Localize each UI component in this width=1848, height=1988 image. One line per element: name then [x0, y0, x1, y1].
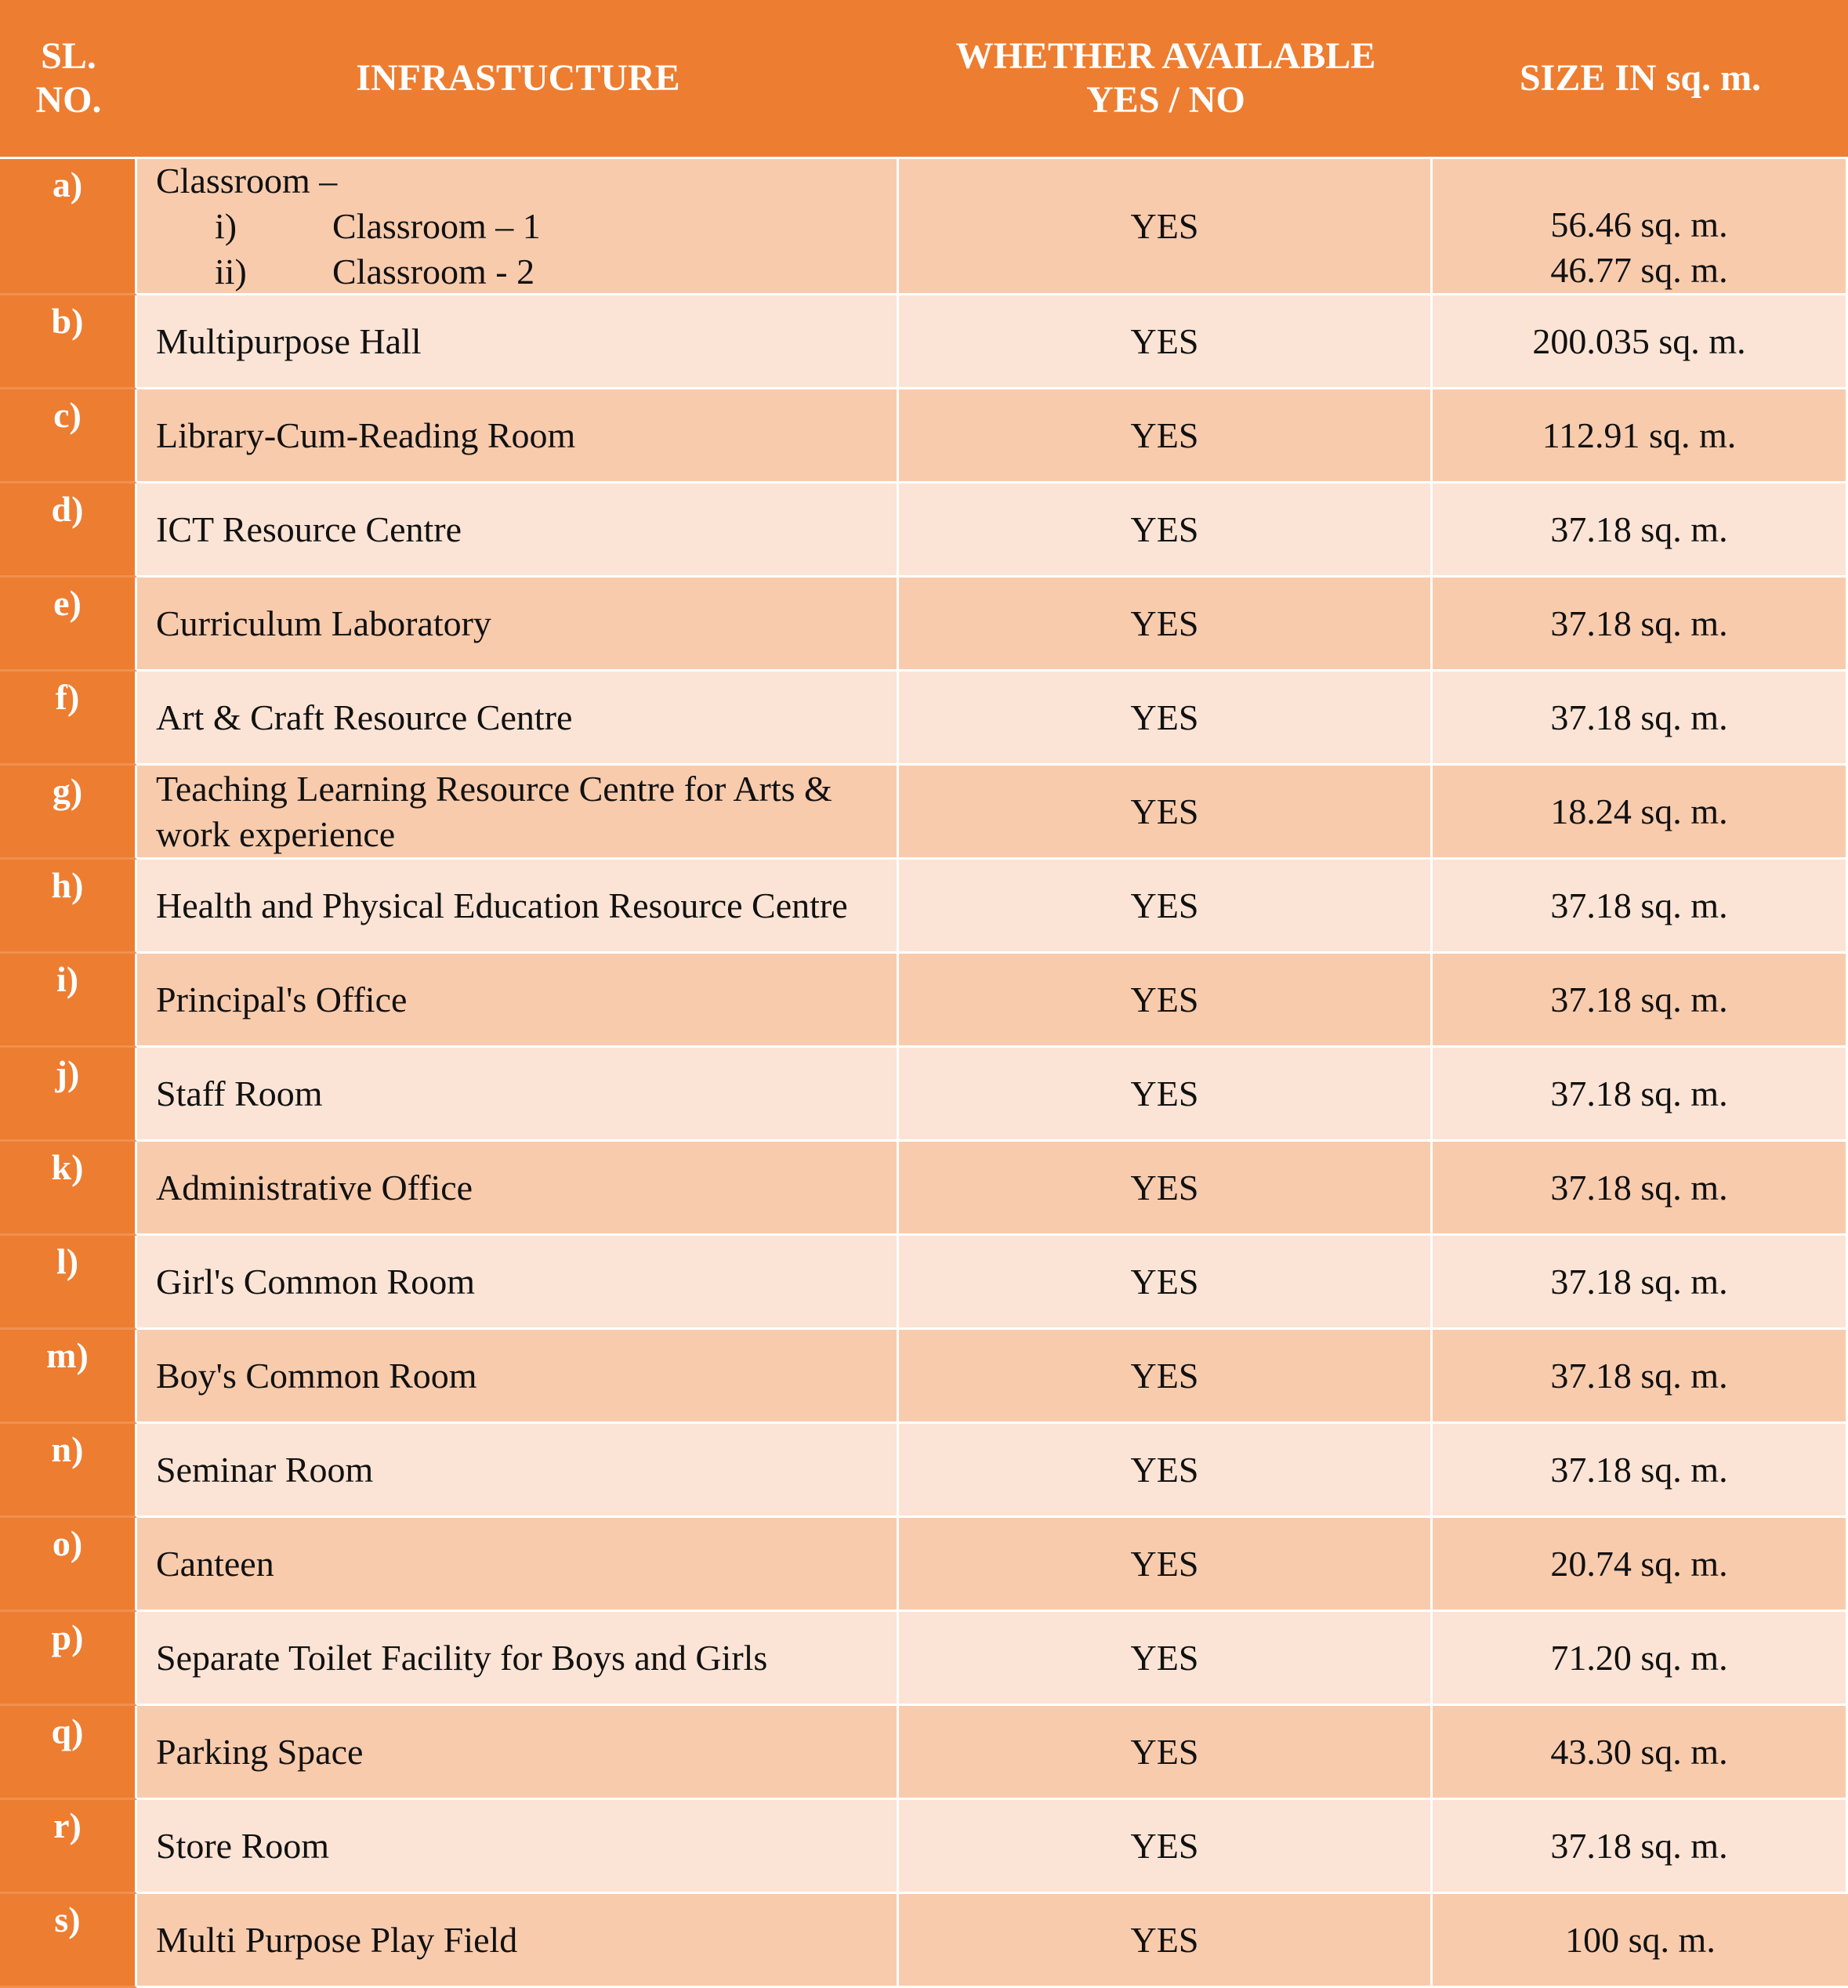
row-sl-label: b): [51, 301, 84, 341]
header-size-label: SIZE IN sq. m.: [1519, 57, 1762, 99]
row-size: [1433, 954, 1848, 1048]
row-infrastructure: [137, 1894, 899, 1988]
available-value: YES: [1130, 1637, 1199, 1678]
row-infrastructure-label: Girl's Common Room: [156, 1261, 475, 1302]
row-infrastructure: [137, 766, 899, 860]
row-sl: [0, 860, 137, 954]
row-size: [1433, 1424, 1848, 1518]
classroom-size-1: 56.46 sq. m.: [1550, 204, 1728, 244]
row-size: [1433, 389, 1848, 483]
row-infrastructure-label: Library-Cum-Reading Room: [156, 415, 576, 455]
row-sl-label: c): [53, 395, 82, 435]
row-infrastructure: [137, 1236, 899, 1330]
size-value: 37.18 sq. m.: [1550, 603, 1728, 643]
row-available: [899, 1142, 1433, 1236]
row-infrastructure-label: Separate Toilet Facility for Boys and Girls: [156, 1637, 768, 1678]
available-value: YES: [1130, 1073, 1199, 1113]
size-value: 37.18 sq. m.: [1550, 1355, 1728, 1396]
row-sl-label: g): [52, 771, 83, 811]
header-infrastructure: [137, 0, 899, 159]
row-infrastructure: [137, 1330, 899, 1424]
row-size: [1433, 1706, 1848, 1800]
row-available: [899, 1330, 1433, 1424]
classroom-sub-item: [156, 249, 534, 295]
size-value: 20.74 sq. m.: [1550, 1543, 1728, 1584]
available-value: YES: [1130, 1543, 1199, 1584]
size-value: 112.91 sq. m.: [1542, 415, 1737, 455]
size-value: 43.30 sq. m.: [1550, 1731, 1728, 1772]
row-infrastructure-label: Teaching Learning Resource Centre for Arts & work experience: [156, 768, 832, 854]
row-infrastructure: [137, 1142, 899, 1236]
row-infrastructure-label: Parking Space: [156, 1731, 364, 1772]
row-sl: [0, 389, 137, 483]
header-sl-no: [0, 0, 137, 159]
size-value: 100 sq. m.: [1565, 1919, 1716, 1960]
row-size: [1433, 1330, 1848, 1424]
row-sl-label: e): [53, 583, 82, 623]
size-value: 37.18 sq. m.: [1550, 1261, 1728, 1302]
classroom-sub-name: Classroom – 1: [332, 205, 541, 246]
row-available: [899, 1894, 1433, 1988]
row-infrastructure: [137, 1612, 899, 1706]
row-infrastructure: [137, 1048, 899, 1142]
available-value: YES: [1130, 1355, 1199, 1396]
row-sl: [0, 672, 137, 766]
row-infrastructure: [137, 1706, 899, 1800]
available-value: YES: [1130, 885, 1199, 925]
row-size: [1433, 1612, 1848, 1706]
row-infrastructure: [137, 389, 899, 483]
size-value: 37.18 sq. m.: [1550, 509, 1728, 549]
size-value: 37.18 sq. m.: [1550, 1449, 1728, 1490]
row-infrastructure-label: Art & Craft Resource Centre: [156, 697, 573, 737]
row-available: [899, 295, 1433, 389]
row-infrastructure: [137, 578, 899, 672]
row-size: [1433, 1894, 1848, 1988]
available-value: YES: [1130, 697, 1199, 737]
row-sl: [0, 578, 137, 672]
row-sl: [0, 954, 137, 1048]
row-infrastructure: [137, 1518, 899, 1612]
row-sl-label: n): [51, 1429, 84, 1469]
row-sl-label: l): [56, 1241, 79, 1281]
row-available: [899, 1236, 1433, 1330]
row-available: [899, 1518, 1433, 1612]
available-value: YES: [1130, 1731, 1199, 1772]
row-sl-label: s): [54, 1899, 81, 1939]
available-value: YES: [1130, 979, 1199, 1019]
row-infrastructure: [137, 1424, 899, 1518]
available-value: YES: [1130, 791, 1199, 831]
row-infrastructure: [137, 483, 899, 578]
size-value: 37.18 sq. m.: [1550, 1825, 1728, 1866]
size-value: 18.24 sq. m.: [1550, 791, 1728, 831]
header-availability: [899, 0, 1433, 159]
row-infrastructure: [137, 1800, 899, 1894]
row-available: [899, 1706, 1433, 1800]
classroom-cell: [137, 159, 899, 295]
row-sl: [0, 766, 137, 860]
row-sl-label: d): [51, 489, 84, 529]
available-value: YES: [1130, 205, 1199, 246]
available-value: YES: [1130, 509, 1199, 549]
row-size: [1433, 860, 1848, 954]
row-available: [899, 1612, 1433, 1706]
row-available: [899, 1048, 1433, 1142]
row-available: [899, 1424, 1433, 1518]
row-sl: [0, 483, 137, 578]
row-size: [1433, 1236, 1848, 1330]
row-infrastructure-label: Multipurpose Hall: [156, 320, 422, 361]
row-infrastructure-label: Administrative Office: [156, 1167, 473, 1208]
header-size: [1433, 0, 1848, 159]
row-sl: [0, 159, 137, 295]
row-sl-label: a): [52, 165, 83, 205]
row-infrastructure-label: Store Room: [156, 1825, 330, 1866]
row-sl: [0, 1236, 137, 1330]
row-sl-label: o): [52, 1523, 83, 1563]
row-sl-label: m): [46, 1335, 89, 1375]
row-size: [1433, 483, 1848, 578]
available-value: YES: [1130, 1167, 1199, 1208]
row-infrastructure: [137, 672, 899, 766]
size-value: 200.035 sq. m.: [1532, 320, 1746, 361]
row-available: [899, 766, 1433, 860]
row-available: [899, 1800, 1433, 1894]
row-sl: [0, 1330, 137, 1424]
classroom-size: [1433, 159, 1848, 295]
classroom-sub-item: [156, 204, 541, 249]
row-sl-label: r): [53, 1805, 82, 1845]
row-sl: [0, 1424, 137, 1518]
header-sl-no-label: SL. NO.: [35, 35, 102, 121]
header-infrastructure-label: INFRASTUCTURE: [356, 57, 680, 99]
row-sl: [0, 1048, 137, 1142]
row-size: [1433, 1800, 1848, 1894]
classroom-sub-name: Classroom - 2: [332, 251, 535, 292]
row-infrastructure-label: Canteen: [156, 1543, 274, 1584]
row-sl: [0, 1518, 137, 1612]
row-available: [899, 672, 1433, 766]
row-sl-label: f): [55, 677, 80, 717]
size-value: 37.18 sq. m.: [1550, 979, 1728, 1019]
row-infrastructure-label: Principal's Office: [156, 979, 408, 1019]
classroom-available: [899, 159, 1433, 295]
row-size: [1433, 766, 1848, 860]
size-value: 37.18 sq. m.: [1550, 885, 1728, 925]
classroom-title: Classroom –: [156, 160, 338, 201]
row-size: [1433, 1518, 1848, 1612]
row-infrastructure-label: Boy's Common Room: [156, 1355, 477, 1396]
row-sl-label: p): [51, 1617, 84, 1657]
row-infrastructure: [137, 295, 899, 389]
row-sl: [0, 1612, 137, 1706]
classroom-sub-num: ii): [215, 251, 247, 292]
size-value: 37.18 sq. m.: [1550, 1073, 1728, 1113]
available-value: YES: [1130, 415, 1199, 455]
row-size: [1433, 1048, 1848, 1142]
row-infrastructure-label: Health and Physical Education Resource Centre: [156, 885, 848, 925]
header-availability-line1: WHETHER AVAILABLE: [955, 35, 1376, 77]
row-sl: [0, 1142, 137, 1236]
row-infrastructure-label: ICT Resource Centre: [156, 509, 462, 549]
row-sl-label: h): [51, 865, 84, 905]
size-value: 37.18 sq. m.: [1550, 1167, 1728, 1208]
row-size: [1433, 672, 1848, 766]
size-value: 37.18 sq. m.: [1550, 697, 1728, 737]
row-size: [1433, 578, 1848, 672]
row-infrastructure-label: Seminar Room: [156, 1449, 374, 1490]
row-available: [899, 483, 1433, 578]
row-sl: [0, 1894, 137, 1988]
available-value: YES: [1130, 320, 1199, 361]
row-sl-label: j): [55, 1053, 80, 1093]
row-size: [1433, 1142, 1848, 1236]
row-sl-label: i): [56, 959, 79, 999]
header-availability-line2: YES / NO: [1086, 79, 1245, 121]
row-sl-label: q): [51, 1711, 84, 1751]
classroom-sub-num: i): [215, 205, 237, 246]
available-value: YES: [1130, 1449, 1199, 1490]
row-sl: [0, 1800, 137, 1894]
row-sl-label: k): [51, 1147, 84, 1187]
size-value: 71.20 sq. m.: [1550, 1637, 1728, 1678]
row-size: [1433, 295, 1848, 389]
row-available: [899, 578, 1433, 672]
row-sl: [0, 295, 137, 389]
row-infrastructure: [137, 954, 899, 1048]
classroom-size-2: 46.77 sq. m.: [1550, 249, 1728, 290]
row-infrastructure-label: Multi Purpose Play Field: [156, 1919, 518, 1960]
row-available: [899, 389, 1433, 483]
row-infrastructure: [137, 860, 899, 954]
available-value: YES: [1130, 603, 1199, 643]
available-value: YES: [1130, 1919, 1199, 1960]
row-infrastructure-label: Curriculum Laboratory: [156, 603, 491, 643]
available-value: YES: [1130, 1825, 1199, 1866]
row-available: [899, 860, 1433, 954]
available-value: YES: [1130, 1261, 1199, 1302]
row-infrastructure-label: Staff Room: [156, 1073, 323, 1113]
row-available: [899, 954, 1433, 1048]
row-sl: [0, 1706, 137, 1800]
